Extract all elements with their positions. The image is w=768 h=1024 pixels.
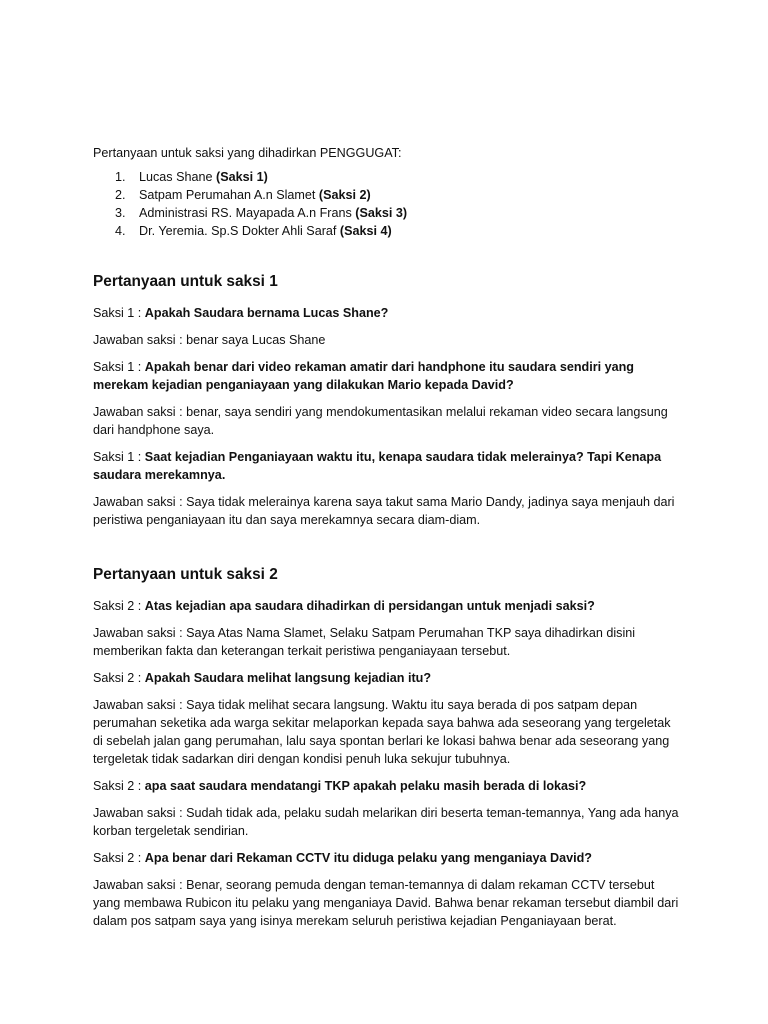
question-label: Saksi 1 :	[93, 360, 145, 374]
witness-name: Lucas Shane	[139, 170, 217, 184]
witness-item	[115, 186, 683, 204]
question	[93, 849, 683, 867]
witness-name: Administrasi RS. Mayapada A.n Frans	[139, 206, 356, 220]
question-label: Saksi 2 :	[93, 779, 145, 793]
question	[93, 777, 683, 795]
answer: Jawaban saksi : Saya tidak melihat secara langsung. Waktu itu saya berada di pos satpam depan perumahan seketika ada warga sekitar melaporkan kepada saya bahwa ada seseorang yang tergeletak di sebelah jalan gang perumahan, lalu saya spontan berlari ke lokasi bahwa benar ada seseorang yang tergeletak tidak sadarkan diri dengan kondisi penuh luka sekujur tubuhnya.	[93, 698, 671, 766]
answer: Jawaban saksi : Sudah tidak ada, pelaku sudah melarikan diri beserta teman-temannya, Yang ada hanya korban tergeletak sendirian.	[93, 806, 679, 838]
witness-tag: (Saksi 1)	[216, 170, 268, 184]
witness-item	[115, 222, 683, 240]
section-heading-saksi-2: Pertanyaan untuk saksi 2	[93, 566, 278, 583]
question-text: apa saat saudara mendatangi TKP apakah pelaku masih berada di lokasi?	[144, 779, 587, 793]
section-heading-saksi-1: Pertanyaan untuk saksi 1	[93, 273, 278, 290]
answer: Jawaban saksi : Saya Atas Nama Slamet, Selaku Satpam Perumahan TKP saya dihadirkan disini memberikan fakta dan keterangan terkait peristiwa penganiayaan tersebut.	[93, 626, 636, 658]
question-text: Apakah benar dari video rekaman amatir dari handphone itu saudara sendiri yang merekam kejadian penganiayaan yang dilakukan Mario kepada David?	[93, 360, 634, 392]
question-label: Saksi 2 :	[93, 599, 145, 613]
witness-tag: (Saksi 3)	[355, 206, 408, 220]
answer: Jawaban saksi : benar saya Lucas Shane	[93, 333, 326, 347]
list-number: 2.	[115, 188, 126, 202]
witness-name: Satpam Perumahan A.n Slamet	[139, 188, 319, 202]
witness-tag: (Saksi 2)	[318, 188, 371, 202]
witness-tag: (Saksi 4)	[339, 224, 392, 238]
question-text: Saat kejadian Penganiayaan waktu itu, kenapa saudara tidak melerainya? Tapi Kenapa saudara merekamnya.	[93, 450, 662, 482]
list-number: 4.	[115, 224, 126, 238]
question-label: Saksi 1 :	[93, 306, 145, 320]
question-text: Apa benar dari Rekaman CCTV itu diduga pelaku yang menganiaya David?	[144, 851, 592, 865]
list-number: 1.	[115, 170, 126, 184]
list-number: 3.	[115, 206, 126, 220]
question-label: Saksi 2 :	[93, 851, 145, 865]
answer: Jawaban saksi : benar, saya sendiri yang mendokumentasikan melalui rekaman video secara langsung dari handphone saya.	[93, 405, 668, 437]
question	[93, 669, 683, 687]
question-text: Atas kejadian apa saudara dihadirkan di persidangan untuk menjadi saksi?	[144, 599, 595, 613]
document-page	[93, 144, 683, 939]
question	[93, 597, 683, 615]
witness-name: Dr. Yeremia. Sp.S Dokter Ahli Saraf	[139, 224, 340, 238]
question	[93, 304, 683, 322]
witness-item	[115, 168, 683, 186]
answer: Jawaban saksi : Saya tidak melerainya karena saya takut sama Mario Dandy, jadinya saya menjauh dari peristiwa penganiayaan itu dan saya merekamnya secara diam-diam.	[93, 495, 675, 527]
question-text: Apakah Saudara melihat langsung kejadian itu?	[144, 671, 432, 685]
witness-list	[93, 168, 683, 240]
question-label: Saksi 1 :	[93, 450, 145, 464]
answer: Jawaban saksi : Benar, seorang pemuda dengan teman-temannya di dalam rekaman CCTV tersebut yang membawa Rubicon itu pelaku yang menganiaya David. Bahwa benar rekaman tersebut diambil dari dalam pos satpam saya yang isinya merekam seluruh peristiwa kejadian Penganiayaan berat.	[93, 878, 679, 928]
question-label: Saksi 2 :	[93, 671, 145, 685]
intro-text: Pertanyaan untuk saksi yang dihadirkan PENGGUGAT:	[93, 146, 402, 160]
witness-item	[115, 204, 683, 222]
question-text: Apakah Saudara bernama Lucas Shane?	[144, 306, 389, 320]
question	[93, 448, 683, 484]
question	[93, 358, 683, 394]
